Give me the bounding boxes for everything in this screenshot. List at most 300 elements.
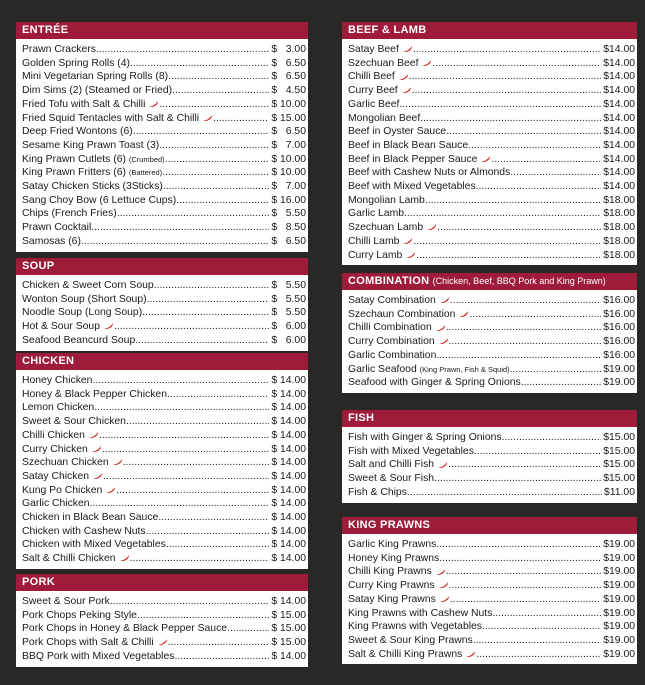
item-price: $ 14.00 bbox=[271, 429, 306, 441]
menu-item bbox=[348, 349, 635, 363]
item-name bbox=[22, 112, 213, 126]
item-name bbox=[348, 98, 399, 112]
section-header bbox=[342, 273, 637, 290]
dot-leader bbox=[227, 622, 269, 636]
dot-leader bbox=[436, 349, 601, 363]
menu-item bbox=[348, 70, 635, 84]
menu-item bbox=[22, 320, 306, 334]
section-chicken bbox=[16, 353, 308, 569]
dot-leader bbox=[81, 235, 269, 249]
item-name-text: Sweet & Sour Chicken bbox=[22, 416, 126, 428]
item-name bbox=[348, 57, 432, 71]
item-name-text: Deep Fried Wontons (6) bbox=[22, 126, 133, 138]
item-name-text: Chips (French Fries) bbox=[22, 208, 117, 220]
item-name-text: Beef in Black Pepper Sauce bbox=[348, 153, 478, 165]
chili-icon bbox=[438, 581, 449, 589]
item-name-text: Curry King Prawns bbox=[348, 580, 435, 592]
item-name-text: Fish & Chips bbox=[348, 486, 407, 498]
item-name-text: Garlic Combination bbox=[348, 349, 437, 361]
item-price: $19.00 bbox=[603, 634, 635, 646]
item-name-text: Seafood Beancurd Soup bbox=[22, 334, 136, 346]
item-price: $ 6.00 bbox=[271, 334, 306, 346]
section-beef-lamb bbox=[342, 22, 637, 265]
dot-leader bbox=[434, 472, 601, 486]
menu-item bbox=[22, 125, 306, 139]
item-price: $ 14.00 bbox=[271, 498, 306, 510]
chili-icon bbox=[421, 59, 432, 67]
item-name-text: Seafood with Ginger & Spring Onions bbox=[348, 377, 521, 389]
item-name bbox=[22, 125, 133, 139]
chili-icon bbox=[92, 472, 103, 480]
item-name-text: Sweet & Sour Pork bbox=[22, 596, 110, 607]
item-list bbox=[342, 427, 637, 503]
dot-leader bbox=[450, 593, 601, 607]
item-name bbox=[348, 166, 510, 180]
item-name-text: Chilli Lamb bbox=[348, 235, 400, 247]
item-name-text: Fish with Ginger & Spring Onions bbox=[348, 432, 502, 443]
menu-item bbox=[22, 525, 306, 539]
item-price: $ 7.00 bbox=[271, 139, 306, 151]
section-combination bbox=[342, 273, 637, 393]
item-list bbox=[16, 39, 308, 252]
item-name-text: Samosas (6) bbox=[22, 235, 81, 247]
menu-item bbox=[22, 180, 306, 194]
item-name-text: King Prawns with Cashew Nuts bbox=[348, 607, 493, 619]
item-name-text: Szechuan Lamb bbox=[348, 222, 424, 234]
item-list bbox=[342, 534, 637, 664]
menu-item bbox=[348, 593, 635, 607]
dot-leader bbox=[133, 125, 270, 139]
item-name bbox=[348, 294, 450, 308]
dot-leader bbox=[510, 363, 602, 377]
section-header: ENTRÉE bbox=[16, 22, 308, 39]
dot-leader bbox=[439, 552, 601, 566]
dot-leader bbox=[409, 70, 601, 84]
item-name bbox=[348, 445, 474, 459]
chili-icon bbox=[426, 223, 437, 231]
menu-item bbox=[348, 43, 635, 57]
item-name-text: Sweet & Sour Fish bbox=[348, 473, 435, 485]
item-name bbox=[348, 486, 407, 500]
item-note: (Battered) bbox=[128, 168, 163, 178]
menu-item bbox=[348, 125, 635, 139]
item-name-text: Beef in Oyster Sauce bbox=[348, 126, 447, 138]
item-price: $14.00 bbox=[603, 126, 635, 138]
chili-icon bbox=[103, 322, 114, 330]
dot-leader bbox=[446, 321, 601, 335]
menu-item bbox=[348, 376, 635, 390]
item-list bbox=[342, 290, 637, 393]
item-price: $15.00 bbox=[603, 445, 635, 457]
menu-item bbox=[22, 374, 306, 388]
item-price: $15.00 bbox=[603, 459, 635, 471]
dot-leader bbox=[168, 70, 269, 84]
dot-leader bbox=[159, 139, 269, 153]
section-header: SOUP bbox=[16, 258, 308, 275]
item-price: $19.00 bbox=[603, 593, 635, 605]
chili-icon bbox=[435, 568, 446, 576]
dot-leader bbox=[436, 538, 601, 552]
item-name bbox=[22, 70, 168, 84]
menu-item bbox=[22, 43, 306, 57]
menu-item bbox=[22, 609, 306, 623]
item-name bbox=[22, 320, 114, 334]
item-name bbox=[348, 221, 437, 235]
item-name bbox=[348, 376, 521, 390]
item-price: $11.00 bbox=[603, 486, 635, 498]
menu-item bbox=[22, 497, 306, 511]
item-name bbox=[22, 456, 123, 470]
dot-leader bbox=[96, 43, 269, 57]
item-price: $ 14.00 bbox=[271, 512, 306, 524]
item-name-text: Salt and Chilli Fish bbox=[348, 459, 435, 471]
item-price: $15.00 bbox=[603, 473, 635, 485]
item-price: $16.00 bbox=[603, 349, 635, 361]
item-price: $ 14.00 bbox=[271, 553, 306, 565]
item-price: $14.00 bbox=[603, 167, 635, 179]
item-price: $ 5.50 bbox=[271, 307, 306, 319]
item-name bbox=[348, 335, 449, 349]
item-price: $14.00 bbox=[603, 44, 635, 55]
item-name bbox=[22, 374, 92, 388]
dot-leader bbox=[412, 84, 602, 98]
item-price: $19.00 bbox=[603, 552, 635, 564]
item-price: $14.00 bbox=[603, 57, 635, 69]
menu-item bbox=[22, 650, 306, 664]
item-name bbox=[22, 139, 159, 153]
chili-icon bbox=[88, 431, 99, 439]
dot-leader bbox=[510, 166, 601, 180]
item-name-text: Mongolian Lamb bbox=[348, 194, 425, 206]
menu-item bbox=[348, 207, 635, 221]
item-price: $19.00 bbox=[603, 607, 635, 619]
item-price: $ 15.00 bbox=[271, 637, 306, 649]
item-price: $19.00 bbox=[603, 377, 635, 389]
item-name bbox=[348, 207, 404, 221]
item-name bbox=[22, 595, 110, 609]
item-name bbox=[348, 363, 510, 377]
dot-leader bbox=[90, 497, 270, 511]
dot-leader bbox=[521, 376, 602, 390]
menu-item bbox=[348, 180, 635, 194]
menu-item bbox=[348, 153, 635, 167]
item-name bbox=[348, 180, 476, 194]
menu-item bbox=[22, 622, 306, 636]
item-price: $ 8.50 bbox=[271, 222, 306, 234]
menu-item bbox=[22, 166, 306, 180]
item-price: $19.00 bbox=[603, 580, 635, 592]
dot-leader bbox=[432, 57, 601, 71]
dot-leader bbox=[446, 565, 601, 579]
item-price: $19.00 bbox=[603, 363, 635, 375]
item-name-text: Kung Po Chicken bbox=[22, 484, 103, 496]
menu-item bbox=[348, 84, 635, 98]
menu-item bbox=[348, 472, 635, 486]
menu-item bbox=[348, 565, 635, 579]
menu-item bbox=[22, 595, 306, 609]
menu-item bbox=[22, 293, 306, 307]
dot-leader bbox=[116, 484, 269, 498]
menu-item bbox=[348, 486, 635, 500]
item-name-text: Satay King Prawns bbox=[348, 593, 436, 605]
item-name bbox=[348, 593, 450, 607]
item-name-text: Pork Chops with Salt & Chilli bbox=[22, 637, 154, 649]
item-price: $14.00 bbox=[603, 139, 635, 151]
dot-leader bbox=[437, 221, 601, 235]
item-name bbox=[348, 194, 425, 208]
dot-leader bbox=[158, 511, 269, 525]
item-name-text: Pork Chops in Honey & Black Pepper Sauce bbox=[22, 623, 228, 635]
item-name bbox=[348, 431, 502, 445]
section-fish bbox=[342, 410, 637, 503]
menu-item bbox=[22, 139, 306, 153]
item-name bbox=[348, 552, 439, 566]
dot-leader bbox=[425, 194, 601, 208]
item-name bbox=[22, 470, 103, 484]
menu-item bbox=[22, 112, 306, 126]
menu-item bbox=[22, 207, 306, 221]
menu-item bbox=[22, 511, 306, 525]
chili-icon bbox=[112, 458, 123, 466]
item-price: $18.00 bbox=[603, 208, 635, 220]
item-price: $ 5.50 bbox=[271, 280, 306, 291]
item-name bbox=[348, 321, 446, 335]
menu-item bbox=[348, 620, 635, 634]
item-name-text: Satay Combination bbox=[348, 295, 436, 306]
item-price: $ 6.50 bbox=[271, 235, 306, 247]
item-name bbox=[348, 139, 468, 153]
menu-item bbox=[348, 648, 635, 662]
item-name-text: Salt & Chilli King Prawns bbox=[348, 648, 463, 660]
item-price: $ 14.00 bbox=[271, 539, 306, 551]
item-price: $ 15.00 bbox=[271, 623, 306, 635]
item-name-text: Garlic King Prawns bbox=[348, 539, 437, 550]
item-name-text: Satay Beef bbox=[348, 44, 399, 55]
menu-item bbox=[348, 579, 635, 593]
item-name bbox=[348, 458, 448, 472]
item-name-text: Golden Spring Rolls (4) bbox=[22, 57, 130, 69]
item-price: $18.00 bbox=[603, 235, 635, 247]
dot-leader bbox=[110, 595, 270, 609]
item-price: $ 15.00 bbox=[271, 112, 306, 124]
item-name bbox=[22, 484, 116, 498]
item-price: $ 5.50 bbox=[271, 208, 306, 220]
item-name bbox=[22, 497, 90, 511]
menu-item bbox=[22, 279, 306, 293]
menu-item bbox=[348, 249, 635, 263]
item-name-text: Fish with Mixed Vegetables bbox=[348, 445, 474, 457]
section-header: CHICKEN bbox=[16, 353, 308, 370]
item-name-text: Chicken & Sweet Corn Soup bbox=[22, 280, 154, 291]
item-name-text: Hot & Sour Soup bbox=[22, 321, 100, 333]
item-name bbox=[348, 349, 436, 363]
chili-icon bbox=[458, 310, 469, 318]
item-name bbox=[22, 279, 154, 293]
item-name-text: Beef in Black Bean Sauce bbox=[348, 139, 469, 151]
chili-icon bbox=[157, 638, 168, 646]
item-note: (King Prawn, Fish & Squid) bbox=[419, 364, 510, 374]
dot-leader bbox=[114, 320, 269, 334]
menu-item bbox=[22, 484, 306, 498]
chili-icon bbox=[439, 296, 450, 304]
dot-leader bbox=[154, 279, 270, 293]
item-name bbox=[348, 84, 412, 98]
item-name bbox=[22, 98, 159, 112]
dot-leader bbox=[166, 538, 270, 552]
dot-leader bbox=[476, 180, 602, 194]
dot-leader bbox=[137, 609, 269, 623]
item-name bbox=[22, 609, 137, 623]
item-name bbox=[348, 153, 491, 167]
item-name bbox=[348, 579, 449, 593]
dot-leader bbox=[399, 98, 601, 112]
dot-leader bbox=[162, 166, 269, 180]
item-name-text: Chicken in Black Bean Sauce bbox=[22, 512, 159, 524]
menu-item bbox=[348, 294, 635, 308]
dot-leader bbox=[165, 153, 270, 167]
menu-item bbox=[22, 388, 306, 402]
chili-icon bbox=[119, 554, 130, 562]
menu-item bbox=[348, 221, 635, 235]
dot-leader bbox=[142, 306, 269, 320]
item-name bbox=[348, 620, 482, 634]
chili-icon bbox=[402, 45, 413, 53]
item-name bbox=[22, 538, 166, 552]
menu-item bbox=[22, 194, 306, 208]
item-name bbox=[348, 112, 420, 126]
menu-item bbox=[348, 166, 635, 180]
item-name-text: Prawn Cocktail bbox=[22, 222, 92, 234]
menu-item bbox=[22, 235, 306, 249]
menu-item bbox=[348, 308, 635, 322]
item-name-text: Garlic Chicken bbox=[22, 498, 90, 510]
item-name-text: Pork Chops Peking Style bbox=[22, 609, 137, 621]
item-name bbox=[348, 308, 469, 322]
item-name-text: Curry Combination bbox=[348, 336, 435, 348]
item-price: $ 14.00 bbox=[271, 470, 306, 482]
section-header: KING PRAWNS bbox=[342, 517, 637, 534]
item-name bbox=[22, 180, 163, 194]
item-price: $ 16.00 bbox=[271, 194, 306, 206]
item-price: $14.00 bbox=[603, 181, 635, 193]
item-price: $14.00 bbox=[603, 153, 635, 165]
dot-leader bbox=[159, 98, 269, 112]
item-name-text: Beef with Mixed Vegetables bbox=[348, 181, 476, 193]
item-name-text: Curry Lamb bbox=[348, 249, 403, 261]
dot-leader bbox=[135, 334, 269, 348]
item-name bbox=[22, 552, 130, 566]
item-price: $ 14.00 bbox=[271, 388, 306, 400]
item-note: (Crumbed) bbox=[128, 154, 165, 164]
menu-item bbox=[22, 456, 306, 470]
item-name-text: Chilli Combination bbox=[348, 322, 432, 334]
menu-item bbox=[348, 235, 635, 249]
item-name-text: Chicken with Mixed Vegetables bbox=[22, 539, 166, 551]
menu-item bbox=[22, 538, 306, 552]
item-price: $ 14.00 bbox=[271, 596, 306, 607]
item-name-text: Mini Vegetarian Spring Rolls (8) bbox=[22, 71, 169, 83]
item-price: $ 14.00 bbox=[271, 525, 306, 537]
dot-leader bbox=[420, 112, 601, 126]
item-price: $ 10.00 bbox=[271, 98, 306, 110]
dot-leader bbox=[213, 112, 269, 126]
menu-item bbox=[348, 335, 635, 349]
item-name bbox=[22, 525, 146, 539]
chili-icon bbox=[480, 155, 491, 163]
item-name-text: Fried Tofu with Salt & Chilli bbox=[22, 98, 146, 110]
item-name bbox=[348, 565, 446, 579]
dot-leader bbox=[117, 207, 270, 221]
section-title: COMBINATION bbox=[348, 275, 430, 287]
item-name-text: Dim Sims (2) (Steamed or Fried) bbox=[22, 85, 173, 97]
dot-leader bbox=[482, 620, 601, 634]
chili-icon bbox=[437, 461, 448, 469]
item-name bbox=[22, 166, 162, 180]
item-name bbox=[348, 607, 492, 621]
dot-leader bbox=[99, 429, 269, 443]
item-name-text: Prawn Crackers bbox=[22, 44, 96, 55]
menu-item bbox=[348, 431, 635, 445]
section-header: BEEF & LAMB bbox=[342, 22, 637, 39]
item-name-text: Szechaun Combination bbox=[348, 308, 456, 320]
item-price: $ 15.00 bbox=[271, 609, 306, 621]
menu-item bbox=[348, 112, 635, 126]
item-name-text: Curry Chicken bbox=[22, 443, 88, 455]
item-name bbox=[22, 293, 147, 307]
item-name bbox=[22, 57, 130, 71]
item-list bbox=[342, 39, 637, 265]
item-name-text: King Prawn Cutlets (6) bbox=[22, 153, 126, 165]
item-price: $19.00 bbox=[603, 648, 635, 660]
item-price: $16.00 bbox=[603, 308, 635, 320]
item-name-text: Honey Chicken bbox=[22, 375, 93, 386]
item-name-text: Szechuan Chicken bbox=[22, 457, 109, 469]
item-name bbox=[22, 636, 168, 650]
item-name bbox=[22, 221, 91, 235]
dot-leader bbox=[167, 388, 269, 402]
menu-item bbox=[348, 98, 635, 112]
item-name-text: Lemon Chicken bbox=[22, 402, 95, 414]
item-name-text: Satay Chicken Sticks (3Sticks) bbox=[22, 181, 163, 193]
dot-leader bbox=[468, 139, 601, 153]
chili-icon bbox=[91, 445, 102, 453]
menu-item bbox=[348, 194, 635, 208]
chili-icon bbox=[398, 73, 409, 81]
dot-leader bbox=[502, 431, 602, 445]
dot-leader bbox=[446, 125, 601, 139]
item-price: $ 14.00 bbox=[271, 443, 306, 455]
menu-item bbox=[22, 153, 306, 167]
item-name bbox=[22, 511, 158, 525]
item-name bbox=[348, 70, 409, 84]
item-price: $ 6.50 bbox=[271, 126, 306, 138]
item-name bbox=[22, 443, 102, 457]
chili-icon bbox=[438, 337, 449, 345]
dot-leader bbox=[469, 308, 601, 322]
chili-icon bbox=[105, 486, 116, 494]
menu-item bbox=[22, 84, 306, 98]
item-price: $16.00 bbox=[603, 322, 635, 334]
item-name-text: Wonton Soup (Short Soup) bbox=[22, 293, 147, 305]
item-name-text: Honey King Prawns bbox=[348, 552, 440, 564]
dot-leader bbox=[476, 648, 601, 662]
dot-leader bbox=[147, 293, 270, 307]
item-name-text: Noodle Soup (Long Soup) bbox=[22, 307, 143, 319]
menu-item bbox=[348, 552, 635, 566]
item-name-text: Honey & Black Pepper Chicken bbox=[22, 388, 167, 400]
menu-item bbox=[22, 57, 306, 71]
section-pork bbox=[16, 574, 308, 667]
